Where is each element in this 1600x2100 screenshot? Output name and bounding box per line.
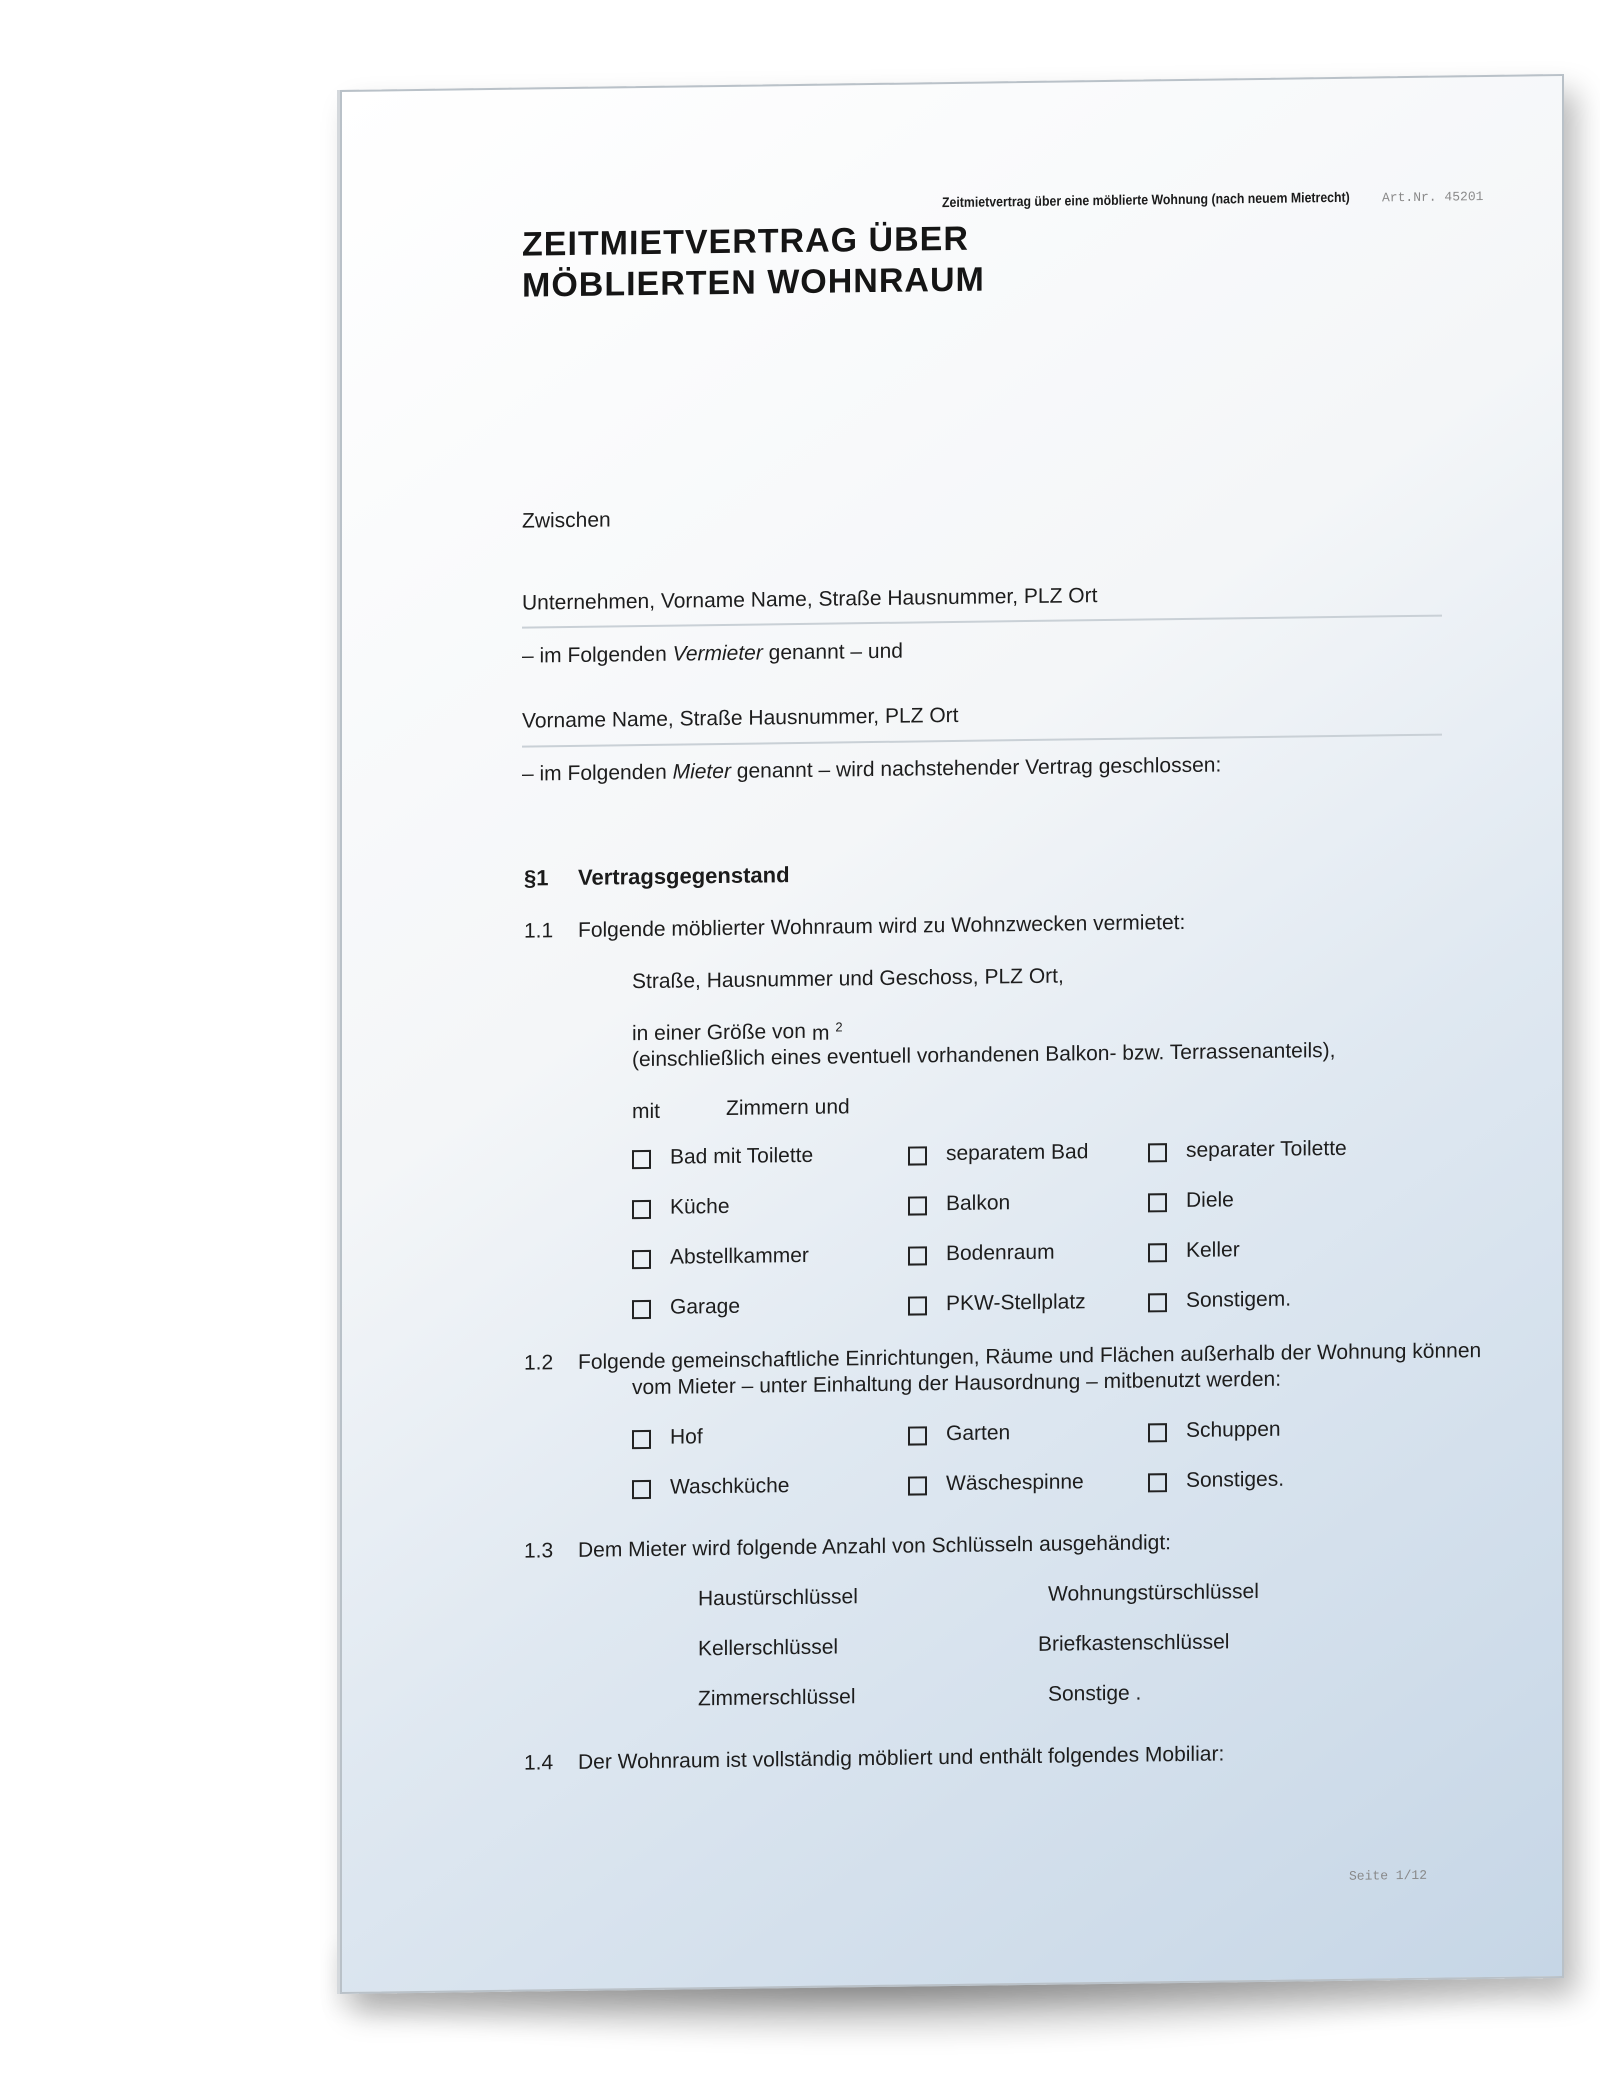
clause-1-1-number: 1.1 [524, 919, 554, 943]
key-field[interactable]: Zimmerschlüssel [698, 1685, 856, 1711]
checkbox-diele[interactable] [1148, 1193, 1167, 1212]
checkbox-sonstiges[interactable] [1148, 1473, 1167, 1492]
key-field[interactable]: Sonstige . [1048, 1681, 1142, 1706]
checkbox-separater-toilette[interactable] [1148, 1143, 1167, 1162]
article-number: Art.Nr. 45201 [1382, 189, 1484, 206]
option-label: Abstellkammer [670, 1243, 809, 1269]
checkbox-garage[interactable] [632, 1300, 651, 1319]
checkbox-kueche[interactable] [632, 1200, 651, 1219]
section-1-title: Vertragsgegenstand [578, 862, 790, 890]
landlord-note: – im Folgenden Vermieter genannt – und [522, 639, 903, 668]
option-label: Diele [1186, 1188, 1234, 1212]
title-line-2: MÖBLIERTEN WOHNRAUM [522, 260, 985, 305]
checkbox-garten[interactable] [908, 1426, 927, 1445]
tenant-field-line [522, 734, 1442, 748]
checkbox-waschkueche[interactable] [632, 1480, 651, 1499]
checkbox-hof[interactable] [632, 1430, 651, 1449]
clause-1-2-text-cont: vom Mieter – unter Einhaltung der Hausordnung – mitbenutzt werden: [632, 1367, 1282, 1400]
page-number: Seite 1/12 [1349, 1867, 1428, 1884]
size-field[interactable]: m $^2$ [812, 1019, 843, 1045]
key-field[interactable]: Haustürschlüssel [698, 1585, 858, 1611]
option-label: Balkon [946, 1191, 1011, 1216]
size-label: in einer Größe von [632, 1019, 806, 1046]
key-field[interactable]: Briefkastenschlüssel [1038, 1630, 1230, 1656]
key-field[interactable]: Kellerschlüssel [698, 1635, 839, 1661]
size-note: (einschließlich eines eventuell vorhandenen Balkon- bzw. Terrassenanteils), [632, 1038, 1336, 1072]
clause-1-4-text: Der Wohnraum ist vollständig möbliert und enthält folgendes Mobiliar: [578, 1742, 1225, 1774]
clause-1-4-number: 1.4 [524, 1751, 554, 1775]
checkbox-pkw-stellplatz[interactable] [908, 1296, 927, 1315]
option-label: Hof [670, 1425, 703, 1449]
document-title [522, 219, 985, 307]
rooms-count-field[interactable]: Zimmern und [726, 1095, 850, 1120]
option-label: Küche [670, 1194, 730, 1219]
clause-1-3-number: 1.3 [524, 1539, 554, 1563]
header-doc-title: Zeitmietvertrag über eine möblierte Wohnung (nach neuem Mietrecht) [942, 188, 1350, 211]
zwischen-label: Zwischen [522, 508, 611, 533]
checkbox-waeschespinne[interactable] [908, 1476, 927, 1495]
option-label: Sonstiges. [1186, 1467, 1285, 1492]
tenant-note: – im Folgenden Mieter genannt – wird nachstehender Vertrag geschlossen: [522, 753, 1222, 786]
checkbox-separatem-bad[interactable] [908, 1146, 927, 1165]
checkbox-abstellkammer[interactable] [632, 1250, 651, 1269]
clause-1-1-text: Folgende möblierter Wohnraum wird zu Wohnzwecken vermietet: [578, 910, 1186, 942]
document-page [340, 74, 1564, 1994]
section-1-number: §1 [524, 865, 549, 891]
option-label: Garage [670, 1294, 741, 1319]
address-field[interactable]: Straße, Hausnummer und Geschoss, PLZ Ort, [632, 964, 1064, 994]
checkbox-sonstigem[interactable] [1148, 1293, 1167, 1312]
landlord-field-line [522, 615, 1442, 629]
option-label: Bad mit Toilette [670, 1143, 814, 1169]
option-label: separatem Bad [946, 1140, 1089, 1166]
checkbox-bodenraum[interactable] [908, 1246, 927, 1265]
option-label: Sonstigem. [1186, 1287, 1292, 1312]
option-label: Schuppen [1186, 1417, 1281, 1442]
rooms-mit: mit [632, 1099, 660, 1124]
option-label: Waschküche [670, 1474, 790, 1499]
option-label: separater Toilette [1186, 1136, 1347, 1162]
checkbox-balkon[interactable] [908, 1196, 927, 1215]
clause-1-3-text: Dem Mieter wird folgende Anzahl von Schlüsseln ausgehändigt: [578, 1531, 1172, 1562]
option-label: Keller [1186, 1238, 1240, 1262]
key-field[interactable]: Wohnungstürschlüssel [1048, 1579, 1259, 1606]
option-label: PKW-Stellplatz [946, 1290, 1086, 1316]
checkbox-bad-mit-toilette[interactable] [632, 1150, 651, 1169]
clause-1-2-text: Folgende gemeinschaftliche Einrichtungen, Räume und Flächen außerhalb der Wohnung können [578, 1339, 1482, 1374]
option-label: Bodenraum [946, 1240, 1055, 1266]
checkbox-schuppen[interactable] [1148, 1423, 1167, 1442]
option-label: Garten [946, 1421, 1011, 1446]
title-line-1: ZEITMIETVERTRAG ÜBER [522, 219, 969, 264]
clause-1-2-number: 1.2 [524, 1351, 554, 1375]
tenant-field[interactable]: Vorname Name, Straße Hausnummer, PLZ Ort [522, 703, 959, 733]
landlord-field[interactable]: Unternehmen, Vorname Name, Straße Hausnummer, PLZ Ort [522, 584, 1098, 615]
checkbox-keller[interactable] [1148, 1243, 1167, 1262]
option-label: Wäschespinne [946, 1470, 1084, 1496]
